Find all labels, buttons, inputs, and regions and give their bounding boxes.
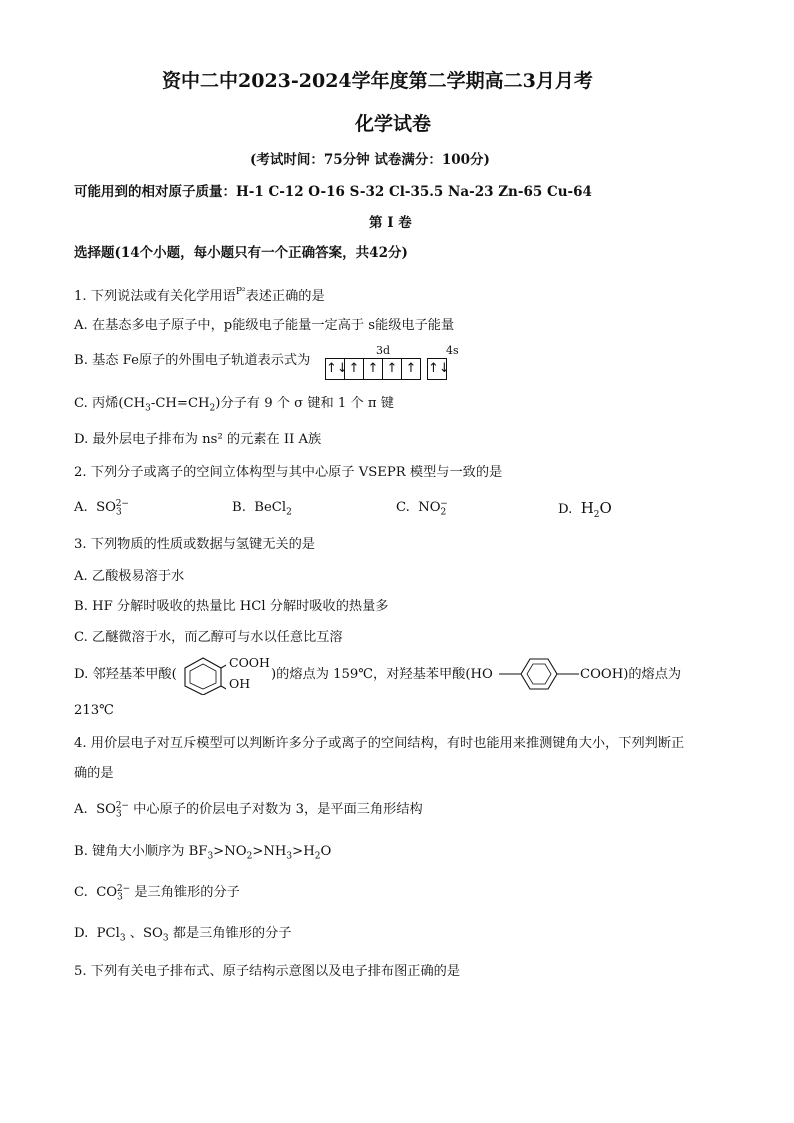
section-heading: 选择题(14个小题，每小题只有一个正确答案，共42分) <box>74 245 408 261</box>
q2-option-c: C. $NO_2^-$ <box>396 498 448 518</box>
q1-option-d: D. 最外层电子排布为 ns² 的元素在 II A族 <box>74 432 322 447</box>
q2-option-a: A. $SO_3^{2-}$ <box>74 498 129 518</box>
ortho-hydroxybenzoic-acid-structure <box>180 655 226 695</box>
q3-option-a: A. 乙酸极易溶于水 <box>74 569 185 584</box>
q3-stem: 3. 下列物质的性质或数据与氢键无关的是 <box>74 537 315 552</box>
volume-label: 第 I 卷 <box>369 215 412 231</box>
atomic-masses: 可能用到的相对原子质量：H-1 C-12 O-16 S-32 Cl-35.5 Na-23 Zn-65 Cu-64 <box>74 184 592 200</box>
q3-option-d-part2: )的熔点为 159℃，对羟基苯甲酸(HO <box>271 667 493 682</box>
q4-option-c: C. $CO_3^{2-}$ 是三角锥形的分子 <box>74 883 240 903</box>
q3-option-d-part1: D. 邻羟基苯甲酸( <box>74 667 177 682</box>
page-title: 资中二中2023-2024学年度第二学期高二3月月考 <box>162 70 593 92</box>
q2-option-d: D. $H_2O$ <box>558 499 612 520</box>
q2-stem: 2. 下列分子或离子的空间立体构型与其中心原子 VSEPR 模型与一致的是 <box>74 465 503 480</box>
q3-option-b: B. HF 分解时吸收的热量比 HCl 分解时吸收的热量多 <box>74 599 389 614</box>
orbital-box: ↑ <box>382 358 402 380</box>
ortho-oh-label: OH <box>229 676 251 691</box>
ortho-cooh-label: COOH <box>229 655 270 670</box>
orbital-box: ↑ <box>363 358 383 380</box>
q1-symbol: P² <box>235 287 246 297</box>
q1-option-a: A. 在基态多电子原子中，p能级电子能量一定高于 s能级电子能量 <box>74 318 455 333</box>
orbital-box: ↑ <box>344 358 364 380</box>
q4-stem-line2: 确的是 <box>74 766 114 781</box>
orbital-box: ↑↓ <box>427 358 447 380</box>
q4-option-b: B. 键角大小顺序为 $BF_3>NO_2>NH_3>H_2O$ <box>74 844 332 862</box>
orbital-label-4s: 4s <box>446 344 459 357</box>
exam-info: (考试时间：75分钟 试卷满分：100分) <box>250 152 490 168</box>
q4-stem-line1: 4. 用价层电子对互斥模型可以判断许多分子或离子的空间结构，有时也能用来推测键角大小，下列判断正 <box>74 736 685 751</box>
q4-option-a: A. $SO_3^{2-}$ 中心原子的价层电子对数为 3，是平面三角形结构 <box>74 800 423 820</box>
orbital-box: ↑ <box>401 358 421 380</box>
para-hydroxybenzoic-acid-structure <box>499 656 579 692</box>
orbital-box: ↑↓ <box>325 358 345 380</box>
q1-stem: 1. 下列说法或有关化学用语$^{P^2}$表述正确的是 <box>74 287 325 304</box>
q1-option-c: C. 丙烯$(CH_3-CH=CH_2)$分子有 9 个 σ 键和 1 个 π 键 <box>74 396 394 414</box>
q3-option-d-part4: 213℃ <box>74 703 114 718</box>
q1-option-b: B. 基态 Fe原子的外围电子轨道表示式为 <box>74 353 311 368</box>
q3-option-d-part3: COOH)的熔点为 <box>580 667 682 682</box>
q2-option-b: B. BeCl$_2$ <box>232 500 292 518</box>
q3-option-c: C. 乙醚微溶于水，而乙醇可与水以任意比互溶 <box>74 630 343 645</box>
q4-option-d: D. PCl$_3$ 、$SO_3$ 都是三角锥形的分子 <box>74 926 292 944</box>
page-subtitle: 化学试卷 <box>355 113 432 135</box>
orbital-label-3d: 3d <box>376 344 391 357</box>
q5-stem: 5. 下列有关电子排布式、原子结构示意图以及电子排布图正确的是 <box>74 964 461 979</box>
